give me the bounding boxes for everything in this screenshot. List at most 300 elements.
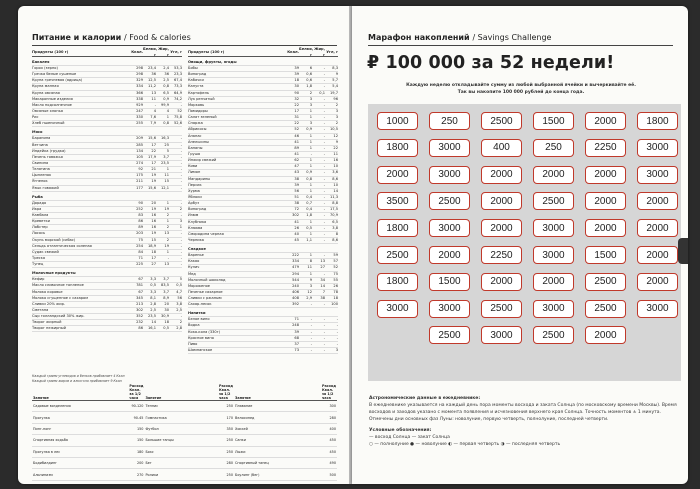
- product-name: Картофель: [188, 90, 210, 95]
- nutrition-value: 5: [179, 277, 182, 282]
- savings-cell[interactable]: 2000: [637, 192, 678, 210]
- kcal-header: Расход Ккал. за 1/2 часа: [321, 384, 336, 400]
- nutrition-value: 73: [294, 348, 299, 353]
- savings-cell[interactable]: 2000: [481, 192, 522, 210]
- nutrition-value: 30,9: [160, 314, 169, 319]
- savings-cell[interactable]: 2500: [429, 192, 470, 210]
- activity-name: Велосипед: [234, 412, 321, 423]
- nutrition-value: -: [323, 201, 325, 206]
- nutrition-value: 41: [294, 219, 299, 224]
- nutrition-value: 22: [333, 145, 338, 150]
- nutrition-value: 38: [294, 201, 299, 206]
- nutrition-value: 89: [138, 225, 143, 230]
- nutrition-value: 1: [309, 164, 312, 169]
- nutrition-value: 2: [166, 212, 169, 217]
- nutrition-value: 53,3: [173, 66, 182, 70]
- savings-cell[interactable]: 2000: [637, 273, 678, 291]
- nutrition-value: 19,7: [329, 90, 338, 95]
- activity-name: Хоккей: [234, 423, 321, 434]
- nutrition-value: -: [323, 182, 325, 187]
- nutrition-value: 294: [292, 271, 299, 276]
- nutrition-value: -: [323, 317, 325, 322]
- savings-cell[interactable]: 3000: [377, 300, 418, 318]
- activity-header-row: [32, 384, 337, 401]
- nutrition-value: -: [323, 108, 325, 113]
- nutrition-value: 52: [333, 265, 338, 270]
- savings-cell[interactable]: 2000: [377, 166, 418, 184]
- savings-cell[interactable]: 2000: [585, 192, 626, 210]
- page-title-savings: Марафон накоплений / Savings Challenge: [368, 33, 552, 42]
- nutrition-value: 1: [309, 188, 312, 193]
- savings-cell[interactable]: 1800: [377, 273, 418, 291]
- nutrition-value: 12,5: [147, 78, 156, 83]
- savings-cell[interactable]: 2000: [533, 166, 574, 184]
- product-name: Лобстер: [32, 225, 48, 230]
- footnotes: Каждый грамм углеводов и белков прибавляет 4 Ккал Каждый грамм жиров и алкоголя прибавляет 9 Ккал: [32, 374, 125, 383]
- product-name: Мороженое: [188, 283, 210, 288]
- nutrition-value: 255: [136, 121, 143, 126]
- savings-cell[interactable]: 2000: [481, 166, 522, 184]
- savings-cell[interactable]: 1000: [377, 112, 418, 130]
- product-name: Мед: [188, 271, 196, 276]
- product-name: Печенье сахарное: [188, 289, 223, 294]
- product-name: Бобы: [188, 66, 198, 70]
- nutrition-value: 45: [294, 237, 299, 242]
- product-name: Крупа овсяная: [32, 90, 60, 95]
- activity-name: Плавание: [234, 401, 321, 412]
- product-name: Творог нежирный: [32, 326, 66, 331]
- nutrition-value: -: [310, 317, 312, 322]
- nutrition-value: -: [323, 121, 325, 126]
- savings-cell[interactable]: 2500: [585, 300, 626, 318]
- product-name: Красное вино: [188, 335, 214, 340]
- nutrition-value: 38: [294, 176, 299, 181]
- nutrition-value: 8: [335, 231, 338, 236]
- savings-cell[interactable]: 2500: [481, 300, 522, 318]
- nutrition-value: 3: [335, 348, 338, 353]
- nutrition-value: 13: [151, 90, 156, 95]
- nutrition-value: 0,9: [306, 127, 312, 132]
- product-name: Яблоки: [188, 194, 202, 199]
- savings-cell[interactable]: 2000: [533, 273, 574, 291]
- nutrition-value: -: [310, 329, 312, 334]
- product-name: Креветки: [32, 219, 50, 224]
- activity-name: Футбол: [144, 423, 218, 434]
- savings-cell[interactable]: 3000: [533, 300, 574, 318]
- nutrition-value: 70,9: [329, 213, 338, 218]
- nutrition-value: 16,3: [160, 136, 169, 141]
- savings-cell[interactable]: 2500: [533, 326, 574, 344]
- nutrition-value: 27: [151, 262, 156, 267]
- nutrition-value: -: [323, 207, 325, 212]
- nutrition-value: 302: [292, 213, 299, 218]
- nutrition-value: 9: [335, 72, 338, 77]
- savings-cell[interactable]: 2500: [377, 246, 418, 264]
- product-name: Молоко сгущенное с сахаром: [32, 295, 88, 300]
- nutrition-value: -: [323, 102, 325, 107]
- savings-cell[interactable]: 3000: [429, 219, 470, 237]
- savings-cell[interactable]: 3000: [533, 219, 574, 237]
- nutrition-value: 67: [138, 277, 143, 282]
- nutrition-value: 72: [294, 207, 299, 212]
- product-name: Клюква: [188, 225, 203, 230]
- nutrition-value: 100: [331, 302, 338, 307]
- savings-cell[interactable]: 3000: [429, 300, 470, 318]
- product-name: Кулич: [188, 265, 200, 270]
- savings-cell[interactable]: 3500: [377, 192, 418, 210]
- nutrition-value: 406: [292, 289, 299, 294]
- product-name: Свинина: [32, 160, 49, 165]
- activity-name: Лыжи: [234, 446, 321, 457]
- nutrition-value: 232: [136, 320, 143, 325]
- kcal-header: Расход Ккал. за 1/2 часа: [218, 384, 233, 400]
- product-name: Черника: [188, 237, 205, 242]
- nutrition-value: 479: [292, 265, 299, 270]
- activity-name: Санки: [234, 435, 321, 446]
- savings-cell[interactable]: 2000: [481, 219, 522, 237]
- nutrition-value: 14: [320, 283, 325, 288]
- nutrition-value: 2: [179, 320, 182, 325]
- savings-cell[interactable]: 3000: [533, 246, 574, 264]
- nutrition-value: 25: [164, 142, 169, 147]
- nutrition-value: 0,1: [319, 90, 325, 95]
- activity-name: Большие танцы: [144, 435, 218, 446]
- nutrition-value: 544: [292, 277, 299, 282]
- product-name: Сливки 20% жир.: [32, 301, 66, 306]
- nutrition-value: 16: [151, 219, 156, 224]
- nutrition-value: 83,5: [160, 283, 169, 288]
- nutrition-value: 1: [309, 158, 312, 163]
- product-name: Сахар-песок: [188, 302, 212, 307]
- nutrition-value: 20: [151, 200, 156, 205]
- savings-cell[interactable]: 1500: [585, 246, 626, 264]
- savings-cell[interactable]: 1500: [429, 273, 470, 291]
- column-header: Продукты (100 г): [32, 49, 69, 54]
- nutrition-value: 0,5: [150, 283, 156, 288]
- column-header: Ккал.: [131, 49, 143, 54]
- savings-cell[interactable]: 1800: [377, 139, 418, 157]
- nutrition-value: -: [323, 127, 325, 132]
- savings-cell[interactable]: 250: [533, 139, 574, 157]
- nutrition-value: 86: [138, 326, 143, 331]
- nutrition-value: 11: [164, 173, 169, 178]
- product-name: Окунь морской (сибас): [32, 237, 76, 242]
- product-name: Хлеб пшеничный: [32, 121, 65, 126]
- savings-cell[interactable]: 2250: [481, 246, 522, 264]
- nutrition-value: 36: [164, 72, 169, 77]
- nutrition-value: 366: [136, 90, 143, 95]
- nutrition-value: 26: [333, 283, 338, 288]
- nutrition-value: -: [180, 179, 182, 184]
- nutrition-value: 334: [136, 84, 143, 89]
- product-name: Киви: [188, 164, 198, 169]
- savings-cell[interactable]: 400: [481, 139, 522, 157]
- product-name: Виноград: [188, 207, 207, 212]
- nutrition-value: 37: [294, 341, 299, 346]
- nutrition-value: 17: [151, 255, 156, 260]
- nutrition-value: 11: [151, 96, 156, 101]
- nutrition-value: 2,8: [176, 326, 182, 331]
- nutrition-value: 1: [309, 231, 312, 236]
- nutrition-value: 71: [138, 255, 143, 260]
- savings-cell[interactable]: 2000: [637, 246, 678, 264]
- activity-kcal: 90-120: [128, 401, 144, 412]
- savings-cell[interactable]: 2500: [481, 112, 522, 130]
- nutrition-value: -: [180, 160, 182, 165]
- table-row: [32, 326, 182, 332]
- product-name: Икра: [32, 206, 42, 211]
- nutrition-value: 52: [294, 127, 299, 132]
- savings-cell[interactable]: 250: [429, 112, 470, 130]
- nutrition-value: 19: [151, 179, 156, 184]
- product-name: Камбала: [32, 212, 49, 217]
- nutrition-value: 3,7: [163, 289, 169, 294]
- nutrition-value: 17,9: [147, 154, 156, 159]
- nutrition-value: 22: [294, 121, 299, 126]
- nutrition-value: -: [323, 219, 325, 224]
- nutrition-value: 68: [294, 335, 299, 340]
- product-name: Ветчина: [32, 142, 48, 147]
- nutrition-value: 1: [309, 219, 312, 224]
- nutrition-value: 41: [294, 139, 299, 144]
- activity-kcal: 280: [218, 457, 234, 468]
- nutrition-value: 7,9: [150, 121, 156, 126]
- nutrition-value: 62: [294, 158, 299, 163]
- nutrition-value: -: [310, 341, 312, 346]
- savings-cell[interactable]: 3000: [429, 166, 470, 184]
- nutrition-value: 16: [151, 212, 156, 217]
- nutrition-value: 19: [164, 206, 169, 211]
- nutrition-value: 1: [166, 167, 169, 172]
- savings-cell[interactable]: 1800: [377, 219, 418, 237]
- nutrition-value: 11: [307, 265, 312, 270]
- product-name: Индейка (грудка): [32, 148, 66, 153]
- nutrition-value: 78: [333, 289, 338, 294]
- nutrition-value: 0,5: [176, 283, 182, 288]
- nutrition-value: 19: [151, 173, 156, 178]
- activity-name: Спортивный танец: [234, 457, 321, 468]
- nutrition-value: 17: [151, 160, 156, 165]
- nutrition-value: 0,4: [306, 207, 312, 212]
- nutrition-value: 3: [335, 108, 338, 113]
- savings-cell[interactable]: 2500: [429, 326, 470, 344]
- product-name: Масло подсолнечное: [32, 102, 72, 107]
- product-name: Язык говяжий: [32, 185, 59, 190]
- savings-cell[interactable]: 3000: [481, 326, 522, 344]
- product-name: Печень говяжья: [32, 154, 63, 159]
- nutrition-value: 1: [166, 219, 169, 224]
- savings-cell[interactable]: 2500: [533, 192, 574, 210]
- product-name: Баранина: [32, 136, 51, 141]
- nutrition-value: 43: [294, 170, 299, 175]
- nutrition-value: 6,5: [163, 90, 169, 95]
- nutrition-value: 30: [164, 307, 169, 312]
- product-name: Сливки с ржаным: [188, 296, 222, 301]
- nutrition-value: 14: [333, 188, 338, 193]
- savings-cell[interactable]: 1800: [637, 112, 678, 130]
- savings-cell[interactable]: 2000: [637, 219, 678, 237]
- savings-cell[interactable]: 3000: [429, 139, 470, 157]
- nutrition-value: 254: [136, 243, 143, 248]
- nutrition-value: -: [323, 145, 325, 150]
- nutrition-value: -: [323, 164, 325, 169]
- nutrition-value: 31: [294, 115, 299, 120]
- product-name: Молоко коровье: [32, 289, 63, 294]
- savings-cell[interactable]: 2250: [585, 139, 626, 157]
- nutrition-value: 16: [333, 158, 338, 163]
- activity-name: Гимнастика: [144, 412, 218, 423]
- nutrition-value: -: [323, 271, 325, 276]
- nutrition-value: 3,8: [332, 225, 338, 230]
- title-rule: [32, 45, 337, 46]
- product-name: Водка: [188, 323, 200, 328]
- nutrition-value: 23,5: [147, 314, 156, 319]
- nutrition-value: 213: [136, 301, 143, 306]
- nutrition-value: 11,3: [329, 194, 338, 199]
- table-row: [188, 348, 338, 354]
- activity-name: Садовые возделения: [32, 401, 128, 412]
- nutrition-value: 21: [151, 167, 156, 172]
- nutrition-value: 1: [309, 182, 312, 187]
- nutrition-value: 7: [322, 289, 325, 294]
- nutrition-value: 47: [294, 164, 299, 169]
- nutrition-value: 92: [138, 167, 143, 172]
- nutrition-value: 12: [307, 289, 312, 294]
- kcal-header: Расход Ккал. за 1/2 часа: [129, 384, 144, 400]
- nutrition-value: 75: [333, 271, 338, 276]
- nutrition-value: 18,9: [147, 243, 156, 248]
- nutrition-value: 392: [292, 302, 299, 307]
- product-name: Пиво: [188, 341, 198, 346]
- nutrition-value: -: [323, 170, 325, 175]
- nutrition-value: 14: [151, 320, 156, 325]
- nutrition-value: 30: [294, 84, 299, 89]
- nutrition-value: -: [167, 255, 169, 260]
- nutrition-value: -: [323, 253, 325, 258]
- column-header: Белки, г: [143, 47, 158, 57]
- savings-cell[interactable]: 2000: [585, 326, 626, 344]
- nutrition-value: 1: [166, 249, 169, 254]
- nutrition-value: -: [154, 102, 156, 107]
- activity-kcal: 170: [218, 412, 234, 423]
- activity-kcal: 280: [321, 412, 337, 423]
- activity-kcal: 450: [321, 435, 337, 446]
- product-name: Судак свежий: [32, 249, 59, 254]
- activity-row: [32, 423, 337, 434]
- activity-table: [32, 384, 337, 481]
- savings-cell[interactable]: 2000: [429, 246, 470, 264]
- nutrition-value: 177: [136, 185, 143, 190]
- activity-row: [32, 457, 337, 468]
- activity-kcal: 150: [128, 435, 144, 446]
- savings-cell[interactable]: 1500: [533, 112, 574, 130]
- savings-cell[interactable]: 2500: [585, 273, 626, 291]
- nutrition-value: 19: [151, 206, 156, 211]
- nutrition-value: 41: [294, 151, 299, 156]
- nutrition-value: 32: [294, 96, 299, 101]
- nutrition-value: 175: [136, 173, 143, 178]
- nutrition-value: -: [323, 231, 325, 236]
- legend-sun: — восход Солнца — закат Солнца: [369, 435, 450, 440]
- left-page: [18, 6, 349, 484]
- nutrition-value: 0,6: [306, 72, 312, 77]
- nutrition-value: 86: [138, 219, 143, 224]
- column-header: Белки, г: [299, 47, 314, 57]
- activity-kcal: 270: [128, 469, 144, 480]
- nutrition-value: 6: [309, 66, 312, 70]
- activity-row: [32, 446, 337, 457]
- activity-kcal: 180: [128, 446, 144, 457]
- astro-title: Астрономические данные в ежедневнике:: [369, 396, 481, 401]
- savings-cell[interactable]: 2000: [585, 219, 626, 237]
- nutrition-value: 0,5: [163, 326, 169, 331]
- product-name: Лосось: [32, 231, 46, 236]
- savings-cell[interactable]: 3000: [637, 139, 678, 157]
- product-name: Крупа гречневая (ядрица): [32, 78, 83, 83]
- astro-text: В ежедневнике указывается на каждый день пора моменты восхода и заката Солнца (по московскому времени Москвы). Время восходов и заходов указано с момента появления и исчезновения верхнего края Солнца. Точность моментов ± 1 минута. Отмечены дни основных фаз Луны: новолуние, первую четверть, полнолуние, последней четверти.: [369, 403, 677, 422]
- section-heading: Сладкое: [188, 244, 338, 253]
- activity-header: Занятие: [32, 384, 128, 401]
- nutrition-value: -: [323, 115, 325, 120]
- nutrition-value: 19: [164, 243, 169, 248]
- nutrition-value: 3,7: [163, 154, 169, 159]
- nutrition-value: 1: [309, 253, 312, 258]
- savings-cell[interactable]: 2000: [481, 273, 522, 291]
- savings-cell[interactable]: 3000: [637, 166, 678, 184]
- nutrition-value: 274: [136, 160, 143, 165]
- nutrition-value: 52,6: [173, 121, 182, 126]
- nutrition-value: -: [323, 66, 325, 70]
- nutrition-value: 18: [164, 320, 169, 325]
- nutrition-value: -: [180, 243, 182, 248]
- nutrition-value: 285: [136, 142, 143, 147]
- nutrition-value: 12: [333, 133, 338, 138]
- nutrition-value: 75,8: [173, 115, 182, 120]
- nutrition-value: 38: [320, 296, 325, 301]
- nutrition-value: 0,9: [306, 170, 312, 175]
- activity-kcal: 150: [128, 423, 144, 434]
- nutrition-value: 2: [309, 90, 312, 95]
- nutrition-value: -: [323, 225, 325, 230]
- product-name: Телятина: [32, 167, 50, 172]
- nutrition-value: 247: [136, 108, 143, 113]
- savings-cell[interactable]: 3000: [637, 300, 678, 318]
- nutrition-value: 211: [136, 179, 143, 184]
- nutrition-value: 56: [294, 188, 299, 193]
- savings-cell[interactable]: 2000: [585, 112, 626, 130]
- nutrition-value: 51: [294, 194, 299, 199]
- nutrition-value: 9: [309, 277, 312, 282]
- nutrition-value: 7,6: [150, 115, 156, 120]
- nutrition-value: 55: [333, 277, 338, 282]
- nutrition-value: -: [180, 212, 182, 217]
- product-name: Сметана: [32, 307, 49, 312]
- product-name: Персик: [188, 182, 202, 187]
- activity-kcal: 300: [321, 401, 337, 412]
- nutrition-value: 5,7: [332, 78, 338, 83]
- nutrition-value: -: [323, 158, 325, 163]
- nutrition-value: 22: [151, 148, 156, 153]
- activity-row: [32, 469, 337, 480]
- product-name: Клубника: [188, 219, 207, 224]
- activity-name: Бег: [144, 457, 218, 468]
- nutrition-value: -: [180, 102, 182, 107]
- activity-row: [32, 412, 337, 423]
- nutrition-value: -: [323, 151, 325, 156]
- nutrition-value: 298: [136, 72, 143, 77]
- activity-name: Бокс: [144, 446, 218, 457]
- savings-cell[interactable]: 2000: [585, 166, 626, 184]
